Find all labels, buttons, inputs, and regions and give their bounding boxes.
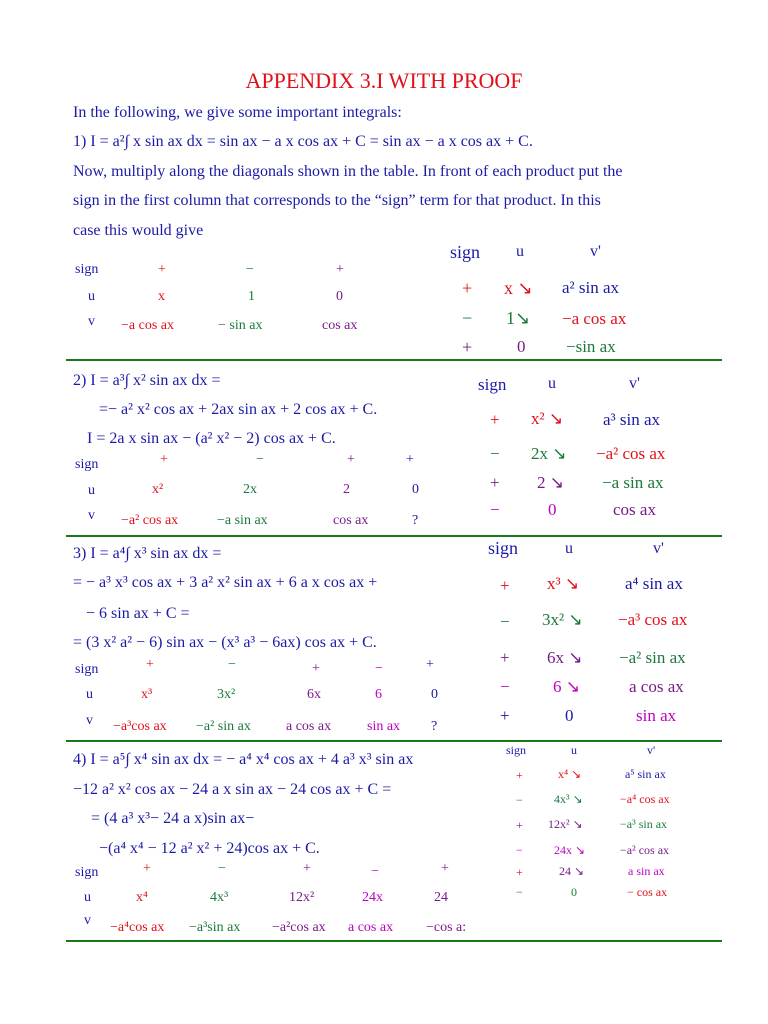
p3-v-3: a cos ax bbox=[286, 719, 332, 734]
p2-v-label: v bbox=[88, 508, 95, 523]
p4-v-label: v bbox=[84, 913, 91, 928]
p4-v-2: −a³sin ax bbox=[189, 920, 241, 935]
p4-u-3: 12x² bbox=[289, 890, 315, 905]
p1-v-2: − sin ax bbox=[218, 318, 263, 333]
p4-v-4: a cos ax bbox=[348, 920, 394, 935]
p2-r-u-2: 2x ↘ bbox=[531, 444, 567, 463]
p3-sign-4: − bbox=[375, 661, 383, 676]
p3-r-h-u: u bbox=[565, 540, 573, 557]
p3-r-v-1: a⁴ sin ax bbox=[625, 574, 683, 593]
p4-r-v-3: −a³ sin ax bbox=[620, 817, 668, 831]
p2-sign-3: + bbox=[347, 452, 355, 467]
p3-u-3: 6x bbox=[307, 687, 321, 702]
p1-v-1: −a cos ax bbox=[121, 318, 174, 333]
divider-1 bbox=[66, 359, 722, 361]
p4-r-v-5: a sin ax bbox=[628, 864, 665, 878]
p3-eq-3: − 6 sin ax + C = bbox=[86, 605, 190, 622]
p3-sign-label: sign bbox=[75, 662, 99, 677]
p3-eq-4: = (3 x² a² − 6) sin ax − (x³ a³ − 6ax) cos ax + C. bbox=[73, 634, 377, 651]
p1-sign-3: + bbox=[336, 262, 344, 277]
p1-u-label: u bbox=[88, 289, 95, 304]
p1-v-label: v bbox=[88, 314, 95, 329]
p4-u-4: 24x bbox=[362, 890, 383, 905]
p1-r-h-v: v' bbox=[590, 243, 601, 260]
p4-v-3: −a²cos ax bbox=[272, 920, 326, 935]
p1-r-u-3: 0 bbox=[517, 337, 526, 356]
p4-r-u-1: x⁴ ↘ bbox=[558, 767, 582, 781]
p4-r-h-sign: sign bbox=[506, 743, 527, 757]
p4-v-1: −a⁴cos ax bbox=[110, 920, 165, 935]
p3-u-5: 0 bbox=[431, 687, 438, 702]
p3-r-sign-5: + bbox=[500, 706, 510, 725]
p3-v-2: −a² sin ax bbox=[196, 719, 251, 734]
p1-u-3: 0 bbox=[336, 289, 343, 304]
p2-u-2: 2x bbox=[243, 482, 257, 497]
p1-r-h-u: u bbox=[516, 243, 524, 260]
p1-sign-label: sign bbox=[75, 262, 99, 277]
p3-r-h-v: v' bbox=[653, 540, 664, 557]
intro-line-2: 1) I = a²∫ x sin ax dx = sin ax − a x cos ax + C = sin ax − a x cos ax + C. bbox=[73, 133, 533, 150]
divider-2 bbox=[66, 535, 722, 537]
p2-r-sign-2: − bbox=[490, 444, 500, 463]
p2-r-v-4: cos ax bbox=[613, 500, 656, 519]
p4-u-1: x⁴ bbox=[136, 890, 148, 905]
p3-eq-2: = − a³ x³ cos ax + 3 a² x² sin ax + 6 a x cos ax + bbox=[73, 574, 378, 591]
p4-r-sign-1: + bbox=[516, 768, 523, 782]
p2-r-h-u: u bbox=[548, 375, 556, 392]
p2-r-h-v: v' bbox=[629, 375, 640, 392]
p4-r-v-2: −a⁴ cos ax bbox=[620, 792, 670, 806]
p1-r-sign-3: + bbox=[462, 337, 473, 357]
p2-r-sign-4: − bbox=[490, 500, 500, 519]
p3-eq-1: 3) I = a⁴∫ x³ sin ax dx = bbox=[73, 545, 222, 562]
p2-v-3: cos ax bbox=[333, 513, 369, 528]
p2-r-u-3: 2 ↘ bbox=[537, 473, 564, 492]
p4-r-u-2: 4x³ ↘ bbox=[554, 792, 583, 806]
p4-r-h-v: v' bbox=[647, 743, 656, 757]
p2-sign-1: + bbox=[160, 452, 168, 467]
p3-u-label: u bbox=[86, 687, 93, 702]
p1-u-2: 1 bbox=[248, 289, 255, 304]
p4-eq-1: 4) I = a⁵∫ x⁴ sin ax dx = − a⁴ x⁴ cos ax + 4 a³ x³ sin ax bbox=[73, 751, 414, 768]
p2-r-v-2: −a² cos ax bbox=[596, 444, 666, 463]
p2-sign-label: sign bbox=[75, 457, 99, 472]
p4-r-sign-4: − bbox=[516, 843, 523, 857]
p2-v-2: −a sin ax bbox=[217, 513, 268, 528]
p1-sign-1: + bbox=[158, 262, 166, 277]
p2-v-4: ? bbox=[412, 513, 419, 528]
divider-4 bbox=[66, 940, 722, 942]
p2-r-v-1: a³ sin ax bbox=[603, 410, 661, 429]
p4-sign-2: − bbox=[218, 861, 226, 876]
p3-r-u-4: 6 ↘ bbox=[553, 677, 580, 696]
p4-r-u-4: 24x ↘ bbox=[554, 843, 586, 857]
p2-u-1: x² bbox=[152, 482, 164, 497]
p3-r-h-sign: sign bbox=[488, 538, 519, 558]
p2-sign-4: + bbox=[406, 452, 414, 467]
p3-r-u-2: 3x² ↘ bbox=[542, 610, 583, 629]
p4-u-label: u bbox=[84, 890, 91, 905]
p1-r-v-2: −a cos ax bbox=[562, 309, 627, 328]
p2-sign-2: − bbox=[256, 452, 264, 467]
p2-u-4: 0 bbox=[412, 482, 419, 497]
p4-eq-2: −12 a² x² cos ax − 24 a x sin ax − 24 cos ax + C = bbox=[73, 781, 392, 798]
p2-r-v-3: −a sin ax bbox=[602, 473, 664, 492]
p3-v-1: −a³cos ax bbox=[113, 719, 167, 734]
p1-r-sign-1: + bbox=[462, 278, 473, 298]
p3-r-u-1: x³ ↘ bbox=[547, 574, 580, 593]
p3-v-5: ? bbox=[431, 719, 438, 734]
p3-r-v-5: sin ax bbox=[636, 706, 677, 725]
p3-r-v-3: −a² sin ax bbox=[619, 648, 686, 667]
p3-r-sign-3: + bbox=[500, 648, 510, 667]
p1-v-3: cos ax bbox=[322, 318, 358, 333]
p3-r-sign-4: − bbox=[500, 677, 510, 696]
p3-r-v-2: −a³ cos ax bbox=[618, 610, 688, 629]
p3-v-4: sin ax bbox=[367, 719, 401, 734]
p3-u-2: 3x² bbox=[217, 687, 236, 702]
p3-sign-3: + bbox=[312, 661, 320, 676]
p4-r-sign-5: + bbox=[516, 865, 523, 879]
divider-3 bbox=[66, 740, 722, 742]
p4-sign-5: + bbox=[441, 861, 449, 876]
p4-r-sign-2: − bbox=[516, 793, 523, 807]
p2-r-u-4: 0 bbox=[548, 500, 557, 519]
p4-r-v-4: −a² cos ax bbox=[620, 843, 670, 857]
p2-r-sign-1: + bbox=[490, 410, 500, 429]
p1-sign-2: − bbox=[246, 262, 254, 277]
p2-r-sign-3: + bbox=[490, 473, 500, 492]
p3-u-1: x³ bbox=[141, 687, 153, 702]
p2-eq-2: =− a² x² cos ax + 2ax sin ax + 2 cos ax + C. bbox=[99, 401, 378, 418]
p1-r-h-sign: sign bbox=[450, 242, 481, 262]
p1-r-v-3: −sin ax bbox=[566, 337, 616, 356]
p2-eq-3: I = 2a x sin ax − (a² x² − 2) cos ax + C. bbox=[87, 430, 336, 447]
page-title: APPENDIX 3.I WITH PROOF bbox=[245, 68, 523, 93]
p1-u-1: x bbox=[158, 289, 165, 304]
p1-r-u-2: 1↘ bbox=[506, 308, 531, 328]
p4-eq-4: −(a⁴ x⁴ − 12 a² x² + 24)cos ax + C. bbox=[99, 840, 320, 857]
p3-sign-2: − bbox=[228, 657, 236, 672]
p2-u-3: 2 bbox=[343, 482, 350, 497]
p2-r-h-sign: sign bbox=[478, 375, 507, 394]
p3-sign-1: + bbox=[146, 657, 154, 672]
intro-line-3: Now, multiply along the diagonals shown in the table. In front of each product put the bbox=[73, 163, 623, 180]
p4-r-u-6: 0 bbox=[571, 885, 577, 899]
p4-u-2: 4x³ bbox=[210, 890, 229, 905]
p4-r-u-5: 24 ↘ bbox=[559, 864, 585, 878]
p4-eq-3: = (4 a³ x³− 24 a x)sin ax− bbox=[91, 810, 255, 827]
p4-u-5: 24 bbox=[434, 890, 448, 905]
p3-v-label: v bbox=[86, 713, 93, 728]
p1-r-sign-2: − bbox=[462, 308, 473, 328]
p4-r-v-1: a⁵ sin ax bbox=[625, 767, 666, 781]
p3-r-sign-2: − bbox=[500, 612, 510, 631]
p4-sign-1: + bbox=[143, 861, 151, 876]
p4-r-h-u: u bbox=[571, 743, 577, 757]
p4-r-sign-3: + bbox=[516, 818, 523, 832]
p1-r-v-1: a² sin ax bbox=[562, 278, 620, 297]
intro-line-1: In the following, we give some important integrals: bbox=[73, 104, 402, 121]
p3-r-u-3: 6x ↘ bbox=[547, 648, 583, 667]
p4-r-u-3: 12x² ↘ bbox=[548, 817, 583, 831]
p3-r-sign-1: + bbox=[500, 576, 510, 595]
p2-eq-1: 2) I = a³∫ x² sin ax dx = bbox=[73, 372, 221, 389]
p3-u-4: 6 bbox=[375, 687, 382, 702]
p4-r-sign-6: − bbox=[516, 885, 523, 899]
intro-line-5: case this would give bbox=[73, 222, 204, 239]
p4-sign-label: sign bbox=[75, 865, 99, 880]
p2-u-label: u bbox=[88, 483, 95, 498]
p4-v-5: −cos a: bbox=[426, 920, 467, 935]
intro-line-4: sign in the first column that corresponds to the “sign” term for that product. In this bbox=[73, 192, 601, 209]
p3-sign-5: + bbox=[426, 657, 434, 672]
p3-r-u-5: 0 bbox=[565, 706, 574, 725]
p4-sign-4: − bbox=[371, 864, 379, 879]
p4-r-v-6: − cos ax bbox=[627, 885, 668, 899]
p2-r-u-1: x² ↘ bbox=[531, 409, 564, 428]
p1-r-u-1: x ↘ bbox=[504, 278, 533, 298]
p4-sign-3: + bbox=[303, 861, 311, 876]
p3-r-v-4: a cos ax bbox=[629, 677, 684, 696]
p2-v-1: −a² cos ax bbox=[121, 513, 179, 528]
